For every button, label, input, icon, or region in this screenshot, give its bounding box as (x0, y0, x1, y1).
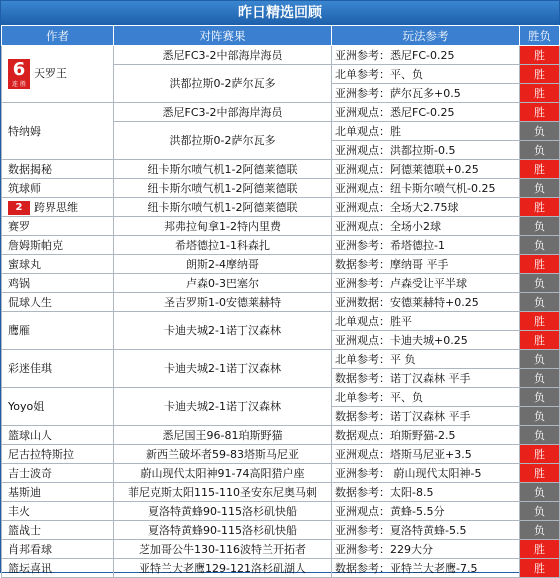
result-win-badge: 胜 (520, 103, 560, 122)
match-cell: 邦弗拉甸拿1-2特内里费 (114, 217, 332, 236)
play-cell: 北单观点：胜 (332, 122, 520, 141)
match-cell: 蔚山现代太阳神91-74高阳猎户座 (114, 464, 332, 483)
result-win-badge: 胜 (520, 65, 560, 84)
match-cell: 纽卡斯尔喷气机1-2阿德莱德联 (114, 160, 332, 179)
table-row (2, 46, 560, 65)
result-lose-badge: 负 (520, 426, 560, 445)
author-name: 篮坛喜讯 (8, 561, 52, 575)
author-name: 鸡锅 (8, 276, 30, 290)
result-lose-badge: 负 (520, 236, 560, 255)
result-win-badge: 胜 (520, 312, 560, 331)
author-cell (2, 217, 114, 236)
author-name: 尼古拉特斯拉 (8, 447, 74, 461)
result-win-badge: 胜 (520, 160, 560, 179)
author-cell (2, 426, 114, 445)
result-lose-badge: 负 (520, 350, 560, 369)
result-win-badge: 胜 (520, 84, 560, 103)
play-cell: 数据参考：诺丁汉森林 平手 (332, 407, 520, 426)
play-cell: 亚洲观点：阿德莱德联+0.25 (332, 160, 520, 179)
author-cell (2, 46, 114, 103)
streak-badge: 2 (8, 201, 30, 215)
author-cell (2, 312, 114, 350)
play-cell: 北单参考：平 负 (332, 350, 520, 369)
table-row (2, 559, 560, 578)
play-cell: 亚洲观点：全场小2球 (332, 217, 520, 236)
author-cell (2, 502, 114, 521)
author-cell (2, 293, 114, 312)
play-cell: 数据参考：诺丁汉森林 平手 (332, 369, 520, 388)
match-cell: 朗斯2-4摩纳哥 (114, 255, 332, 274)
play-cell: 亚洲数据：安德莱赫特+0.25 (332, 293, 520, 312)
match-cell: 希塔德拉1-1科森扎 (114, 236, 332, 255)
result-win-badge: 胜 (520, 464, 560, 483)
result-lose-badge: 负 (520, 274, 560, 293)
result-win-badge: 胜 (520, 46, 560, 65)
match-cell: 菲尼克斯太阳115-110圣安东尼奥马刺 (114, 483, 332, 502)
table-row (2, 293, 560, 312)
author-name: 侃球人生 (8, 295, 52, 309)
table-row (2, 426, 560, 445)
table-row (2, 236, 560, 255)
table-row (2, 179, 560, 198)
match-cell: 圣吉罗斯1-0安德莱赫特 (114, 293, 332, 312)
author-cell (2, 464, 114, 483)
table-row (2, 521, 560, 540)
panel-title: 昨日精选回顾 (1, 1, 559, 25)
result-win-badge: 胜 (520, 198, 560, 217)
play-cell: 亚洲参考：卢森受让平半球 (332, 274, 520, 293)
play-cell: 亚洲观点：悉尼FC-0.25 (332, 103, 520, 122)
author-cell (2, 540, 114, 559)
table-row (2, 217, 560, 236)
play-cell: 亚洲观点：全场大2.75球 (332, 198, 520, 217)
match-cell: 夏洛特黄蜂90-115洛杉矶快船 (114, 502, 332, 521)
match-cell: 纽卡斯尔喷气机1-2阿德莱德联 (114, 198, 332, 217)
streak-badge (8, 59, 30, 89)
table-row (2, 350, 560, 369)
match-cell: 悉尼FC3-2中部海岸海员 (114, 46, 332, 65)
author-cell (2, 255, 114, 274)
table-row (2, 160, 560, 179)
author-cell (2, 483, 114, 502)
author-cell (2, 445, 114, 464)
result-lose-badge: 负 (520, 388, 560, 407)
table-row (2, 312, 560, 331)
play-cell: 亚洲观点：洪都拉斯-0.5 (332, 141, 520, 160)
match-cell: 卢森0-3巴塞尔 (114, 274, 332, 293)
author-cell (2, 559, 114, 578)
play-cell: 亚洲观点：卡迪夫城+0.25 (332, 331, 520, 350)
author-cell (2, 388, 114, 426)
table-row (2, 255, 560, 274)
match-cell: 纽卡斯尔喷气机1-2阿德莱德联 (114, 179, 332, 198)
author-name: 赛罗 (8, 219, 30, 233)
match-cell: 亚特兰大老鹰129-121洛杉矶湖人 (114, 559, 332, 578)
header-match: 对阵赛果 (114, 26, 332, 46)
play-cell: 亚洲参考：229大分 (332, 540, 520, 559)
author-name: 天罗王 (34, 67, 67, 80)
play-cell: 北单观点：胜平 (332, 312, 520, 331)
table-row (2, 388, 560, 407)
result-lose-badge: 负 (520, 217, 560, 236)
author-name: 彩迷佳琪 (8, 362, 52, 375)
table-row (2, 483, 560, 502)
match-cell: 悉尼FC3-2中部海岸海员 (114, 103, 332, 122)
play-cell: 亚洲参考： 蔚山现代太阳神-5 (332, 464, 520, 483)
match-cell: 洪都拉斯0-2萨尔瓦多 (114, 65, 332, 103)
author-cell (2, 521, 114, 540)
play-cell: 亚洲参考：希塔德拉-1 (332, 236, 520, 255)
match-cell: 芝加哥公牛130-116波特兰开拓者 (114, 540, 332, 559)
author-cell (2, 103, 114, 160)
play-cell: 亚洲参考：萨尔瓦多+0.5 (332, 84, 520, 103)
author-name: 基斯迪 (8, 485, 41, 499)
table-row (2, 540, 560, 559)
author-cell (2, 236, 114, 255)
play-cell: 数据参考：亚特兰大老鹰-7.5 (332, 559, 520, 578)
play-cell: 数据参考：摩纳哥 平手 (332, 255, 520, 274)
play-cell: 数据参考：太阳-8.5 (332, 483, 520, 502)
match-cell: 新西兰破坏者59-83塔斯马尼亚 (114, 445, 332, 464)
result-lose-badge: 负 (520, 483, 560, 502)
result-win-badge: 胜 (520, 255, 560, 274)
result-win-badge: 胜 (520, 559, 560, 578)
streak-label: 连 胜 (12, 81, 26, 88)
author-name: 丰火 (8, 504, 30, 518)
table-row (2, 445, 560, 464)
play-cell: 亚洲观点：纽卡斯尔喷气机-0.25 (332, 179, 520, 198)
result-lose-badge: 负 (520, 179, 560, 198)
author-name: 篮球山人 (8, 428, 52, 442)
author-name: 特纳姆 (8, 124, 41, 138)
result-lose-badge: 负 (520, 293, 560, 312)
match-cell: 夏洛特黄蜂90-115洛杉矶快船 (114, 521, 332, 540)
result-win-badge: 胜 (520, 445, 560, 464)
result-win-badge: 胜 (520, 331, 560, 350)
table-header-row (2, 26, 560, 46)
result-lose-badge: 负 (520, 369, 560, 388)
author-name: Yoyo姐 (8, 400, 45, 413)
result-win-badge: 胜 (520, 540, 560, 559)
play-cell: 亚洲参考：夏洛特黄蜂-5.5 (332, 521, 520, 540)
table-row (2, 274, 560, 293)
header-author: 作者 (2, 26, 114, 46)
header-play: 玩法参考 (332, 26, 520, 46)
review-table (1, 25, 560, 578)
author-cell (2, 198, 114, 217)
play-cell: 亚洲观点：塔斯马尼亚+3.5 (332, 445, 520, 464)
author-cell (2, 179, 114, 198)
author-name: 筑球师 (8, 181, 41, 195)
match-cell: 悉尼国王96-81珀斯野猫 (114, 426, 332, 445)
result-lose-badge: 负 (520, 141, 560, 160)
author-cell (2, 350, 114, 388)
streak-count: 6 (12, 59, 26, 80)
author-name: 吉士波奇 (8, 466, 52, 480)
match-cell: 卡迪夫城2-1诺丁汉森林 (114, 312, 332, 350)
match-cell: 卡迪夫城2-1诺丁汉森林 (114, 388, 332, 426)
result-lose-badge: 负 (520, 521, 560, 540)
play-cell: 北单参考：平、负 (332, 65, 520, 84)
author-name: 肖邦看球 (8, 542, 52, 556)
table-body (2, 46, 560, 578)
result-lose-badge: 负 (520, 502, 560, 521)
match-cell: 卡迪夫城2-1诺丁汉森林 (114, 350, 332, 388)
author-name: 蜜球丸 (8, 257, 41, 271)
result-lose-badge: 负 (520, 122, 560, 141)
result-lose-badge: 负 (520, 407, 560, 426)
author-cell (2, 274, 114, 293)
header-result: 胜负 (520, 26, 560, 46)
author-name: 数据揭秘 (8, 162, 52, 176)
play-cell: 数据观点：珀斯野猫-2.5 (332, 426, 520, 445)
match-cell: 洪都拉斯0-2萨尔瓦多 (114, 122, 332, 160)
author-name: 篮战士 (8, 523, 41, 537)
author-cell (2, 160, 114, 179)
author-name: 詹姆斯帕克 (8, 238, 63, 252)
table-row (2, 103, 560, 122)
table-row (2, 198, 560, 217)
author-name: 鹰雁 (8, 324, 30, 337)
table-row (2, 464, 560, 483)
play-cell: 北单参考：平、负 (332, 388, 520, 407)
play-cell: 亚洲观点：黄蜂-5.5分 (332, 502, 520, 521)
author-name: 跨界思维 (34, 200, 78, 214)
play-cell: 亚洲参考：悉尼FC-0.25 (332, 46, 520, 65)
table-row (2, 502, 560, 521)
